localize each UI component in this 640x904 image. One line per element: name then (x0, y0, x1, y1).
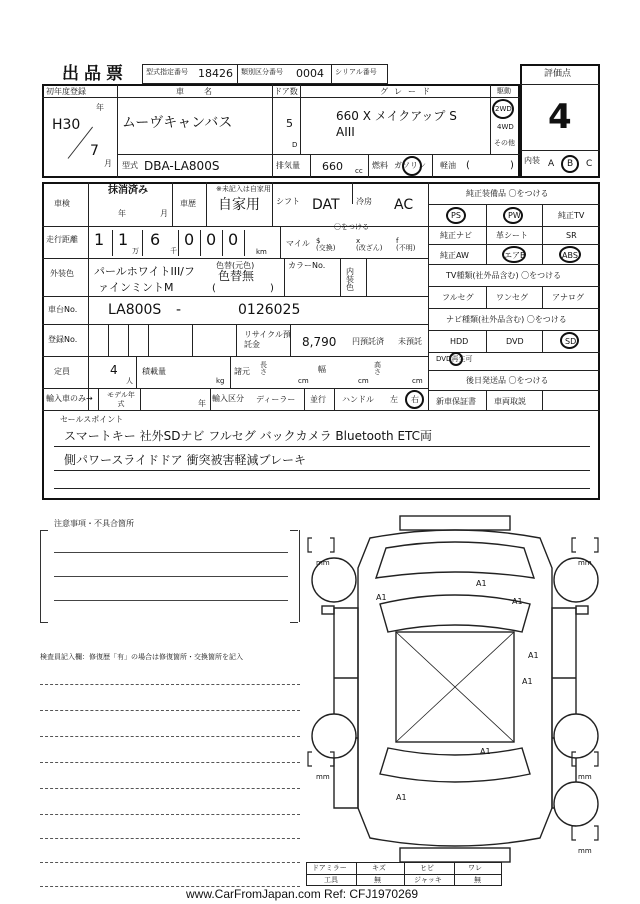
mileage-label: 走行距離 (46, 235, 78, 244)
later-warranty: 新車保証書 (436, 397, 476, 406)
repaint-paren: ( (212, 283, 216, 294)
color-no-label: カラーNo. (288, 261, 326, 270)
option-airbag: エアB (504, 251, 526, 260)
options-title: 純正装備品 〇をつける (466, 189, 549, 198)
shift-value: DAT (312, 197, 340, 213)
color-label: 外装色 (50, 269, 74, 278)
front-bumper (400, 516, 510, 530)
legend-scratch: キズ (372, 864, 386, 872)
model-year-label: モデル年式 (107, 391, 135, 408)
import-class-label: 輸入区分 (212, 394, 244, 403)
sales-points-line1: スマートキー 社外SDナビ フルセグ バックカメラ Bluetooth ETC両 (64, 429, 433, 443)
first-reg-month: 7 (90, 143, 99, 159)
color-line1: パールホワイトIII/フ (94, 265, 195, 278)
mileage-digit-4: 0 (184, 230, 195, 249)
footer-reference: www.CarFromJapan.com Ref: CFJ1970269 (186, 887, 419, 901)
height-label: 高さ (374, 361, 381, 376)
tv-one: ワンセグ (496, 293, 528, 302)
interior-opt-a: A (548, 159, 555, 169)
tv-full: フルセグ (442, 293, 474, 302)
mileage-digit-6: 0 (228, 230, 239, 249)
light-oil-label: 軽油 (440, 161, 456, 170)
capacity-value: 4 (110, 363, 118, 377)
mark-a1-fender-right: A1 (512, 597, 523, 606)
option-aw: 純正AW (440, 251, 469, 260)
recycle-label: リサイクル預託金 (244, 330, 291, 349)
legend-jack: ジャッキ (414, 876, 442, 884)
sheet-title: 出品票 (62, 64, 128, 84)
interior-opt-b: B (567, 159, 574, 169)
option-tv: 純正TV (558, 211, 585, 220)
fuel-selected-circle (402, 156, 422, 176)
ac-value: AC (394, 197, 414, 213)
width-unit: cm (358, 377, 369, 385)
dims-label: 諸元 (234, 367, 250, 376)
model-type-label: 型式 (122, 161, 138, 170)
interior-label: 内装 (524, 156, 540, 165)
mark-a1-rear-right: A1 (480, 747, 491, 756)
mileage-digit-5: 0 (206, 230, 217, 249)
meter-opt-exchange: $ (交換) (316, 237, 336, 252)
interior-opt-c: C (586, 159, 593, 169)
width-label: 幅 (318, 365, 326, 374)
repaint-label: 色替(元色) (216, 261, 255, 270)
serial-label: シリアル番号 (335, 68, 377, 76)
light-oil-paren: ( (466, 160, 470, 171)
hood (376, 542, 534, 578)
displacement-label: 排気量 (276, 161, 300, 170)
history-label: 車歴 (180, 199, 196, 208)
inspection-value: 抹消済み (108, 185, 148, 196)
option-pw: PW (508, 211, 521, 220)
import-label: 輸入車のみ→ (46, 394, 93, 403)
displacement-value: 660 (322, 160, 343, 173)
capacity-unit: 人 (126, 377, 133, 385)
repaint-paren-close: ) (270, 283, 274, 294)
rear-window (380, 748, 530, 782)
length-label: 長さ (260, 361, 267, 376)
mileage-unit-km: km (256, 248, 267, 256)
right-mirror (576, 606, 588, 614)
model-cert-no: 18426 (198, 67, 233, 80)
navi-sd-circle (560, 332, 579, 349)
first-reg-month-mark: 月 (104, 159, 112, 168)
mm-rear-right: mm (578, 773, 592, 781)
fuel-label: 燃料 (372, 161, 388, 170)
option-ps: PS (451, 211, 461, 220)
right-side (552, 608, 576, 808)
first-reg-year: H30 (52, 117, 81, 133)
windshield (380, 595, 530, 632)
mark-a1-door-right: A1 (528, 651, 539, 660)
mileage-unit-man: 万 (132, 247, 139, 255)
mm-front-left: mm (316, 559, 330, 567)
inspection-label: 車検 (54, 199, 70, 208)
mileage-unit-sen: 千 (170, 247, 177, 255)
legend-jack-value: 無 (474, 876, 481, 884)
later-title: 後日発送品 〇をつける (466, 376, 549, 385)
mileage-digit-3: 6 (150, 230, 161, 249)
left-side (334, 608, 358, 808)
recycle-status: 未預託 (398, 337, 422, 346)
grade-box-label: 評価点 (544, 69, 572, 79)
light-oil-paren-close: ) (510, 160, 514, 171)
chassis-model: LA800S (108, 302, 162, 318)
doors-sub: D (292, 141, 298, 149)
navi-hdd: HDD (450, 337, 469, 346)
mark-a1-front-left: A1 (376, 593, 387, 602)
dvd-play-circle (449, 352, 463, 366)
dvd-play: DVD再生可 (436, 355, 473, 363)
drive-selected-circle (492, 99, 514, 119)
handle-left: 左 (390, 395, 398, 404)
grade-label: グレード (380, 87, 436, 96)
option-leather: 革シート (496, 231, 528, 240)
option-abs: ABS (562, 251, 578, 260)
navi-sd: SD (565, 337, 577, 346)
meter-note: 〇をつける (334, 223, 369, 231)
recycle-unit: 円預託済 (352, 337, 384, 346)
repaint-value: 色替無 (218, 269, 255, 283)
ac-label: 冷房 (356, 197, 372, 206)
handle-right: 右 (411, 395, 419, 404)
mm-front-right: mm (578, 559, 592, 567)
option-pw-circle (503, 207, 523, 224)
legend-tool: 工具 (324, 876, 338, 884)
interior-selected-circle (561, 155, 579, 173)
later-manual: 車両取説 (494, 397, 526, 406)
navi-title: ナビ種類(社外品含む) 〇をつける (446, 315, 567, 324)
option-abs-circle (559, 246, 581, 263)
option-navi: 純正ナビ (440, 231, 472, 240)
doors-label: ドア数 (274, 87, 298, 96)
chassis-separator: - (176, 302, 182, 318)
drive-other: その他 (494, 139, 515, 147)
grade-line1: 660 X メイクアップ S (336, 109, 457, 123)
body-outline (358, 530, 552, 846)
recycle-value: 8,790 (302, 335, 337, 349)
fuel-value: ガソリン (394, 161, 426, 170)
mileage-digit-2: 1 (118, 230, 129, 249)
handle-label: ハンドル (342, 395, 374, 404)
car-name: ムーヴキャンバス (122, 115, 233, 131)
meter-opt-unknown: f (不明) (396, 237, 416, 252)
model-type: DBA-LA800S (144, 159, 220, 173)
mm-rear-left: mm (316, 773, 330, 781)
drive-4wd: 4WD (497, 123, 514, 131)
legend-break: ワレ (468, 864, 482, 872)
shift-label: シフト (276, 197, 300, 206)
first-reg-year-mark: 年 (96, 103, 104, 112)
import-opt-parallel: 並行 (310, 395, 326, 404)
first-reg-label: 初年度登録 (46, 87, 86, 96)
drive-2wd: 2WD (495, 105, 512, 113)
mile-label: マイル (286, 239, 310, 248)
rear-bumper (400, 848, 510, 862)
load-unit: kg (216, 377, 225, 385)
sales-points-line2: 側パワースライドドア 衝突被害軽減ブレーキ (64, 453, 307, 467)
inspection-year-mark: 年 (118, 209, 126, 218)
inspection-month-mark: 月 (160, 209, 168, 218)
handle-selected-circle (405, 390, 424, 409)
drive-label: 駆動 (497, 87, 511, 95)
mark-a1-rear-door-right: A1 (522, 677, 533, 686)
mileage-digit-1: 1 (94, 230, 105, 249)
history-note: ※未記入は自家用 (216, 185, 271, 193)
import-opt-dealer: ディーラー (256, 395, 296, 404)
grade-line2: AIII (336, 125, 355, 139)
notes-title: 注意事項・不具合箇所 (54, 519, 134, 528)
doors-value: 5 (286, 117, 293, 130)
navi-dvd: DVD (506, 337, 524, 346)
inspector-title: 検査員記入欄：修復歴「有」の場合は修復箇所・交換箇所を記入 (40, 653, 243, 661)
tv-analog: アナログ (552, 293, 584, 302)
load-label: 積載量 (142, 367, 166, 376)
spare-wheel (554, 782, 598, 826)
length-unit: cm (298, 377, 309, 385)
legend-crack: ヒビ (420, 864, 434, 872)
left-mirror (322, 606, 334, 614)
mm-spare: mm (578, 847, 592, 855)
option-airbag-circle (502, 246, 526, 263)
capacity-label: 定員 (54, 367, 70, 376)
legend-mirror: ドアミラー (312, 864, 347, 872)
chassis-label: 車台No. (48, 305, 78, 314)
registration-label: 登録No. (48, 335, 78, 344)
sales-points-label: セールスポイント (60, 415, 124, 424)
mark-a1-rear-bumper: A1 (396, 793, 407, 802)
chassis-number: 0126025 (238, 302, 301, 318)
model-year-mark: 年 (198, 399, 206, 408)
class-no: 0004 (296, 67, 324, 80)
mark-a1-front-right: A1 (476, 579, 487, 588)
option-sr: SR (566, 231, 577, 240)
height-unit: cm (412, 377, 423, 385)
history-value: 自家用 (218, 197, 260, 213)
grade-score: 4 (548, 97, 572, 137)
interior-color-label: 内装色 (346, 267, 354, 292)
class-label: 類別区分番号 (241, 68, 283, 76)
displacement-unit: cc (355, 167, 363, 175)
car-name-label: 車名 (176, 87, 232, 96)
tv-title: TV種類(社外品含む) 〇をつける (446, 271, 562, 280)
model-cert-label: 型式指定番号 (146, 68, 188, 76)
car-diagram (300, 508, 610, 880)
color-line2: ァインミントM (98, 281, 174, 294)
legend-tool-value: 無 (374, 876, 381, 884)
meter-opt-tampered: x (改ざん) (356, 237, 383, 252)
option-ps-circle (446, 207, 466, 224)
